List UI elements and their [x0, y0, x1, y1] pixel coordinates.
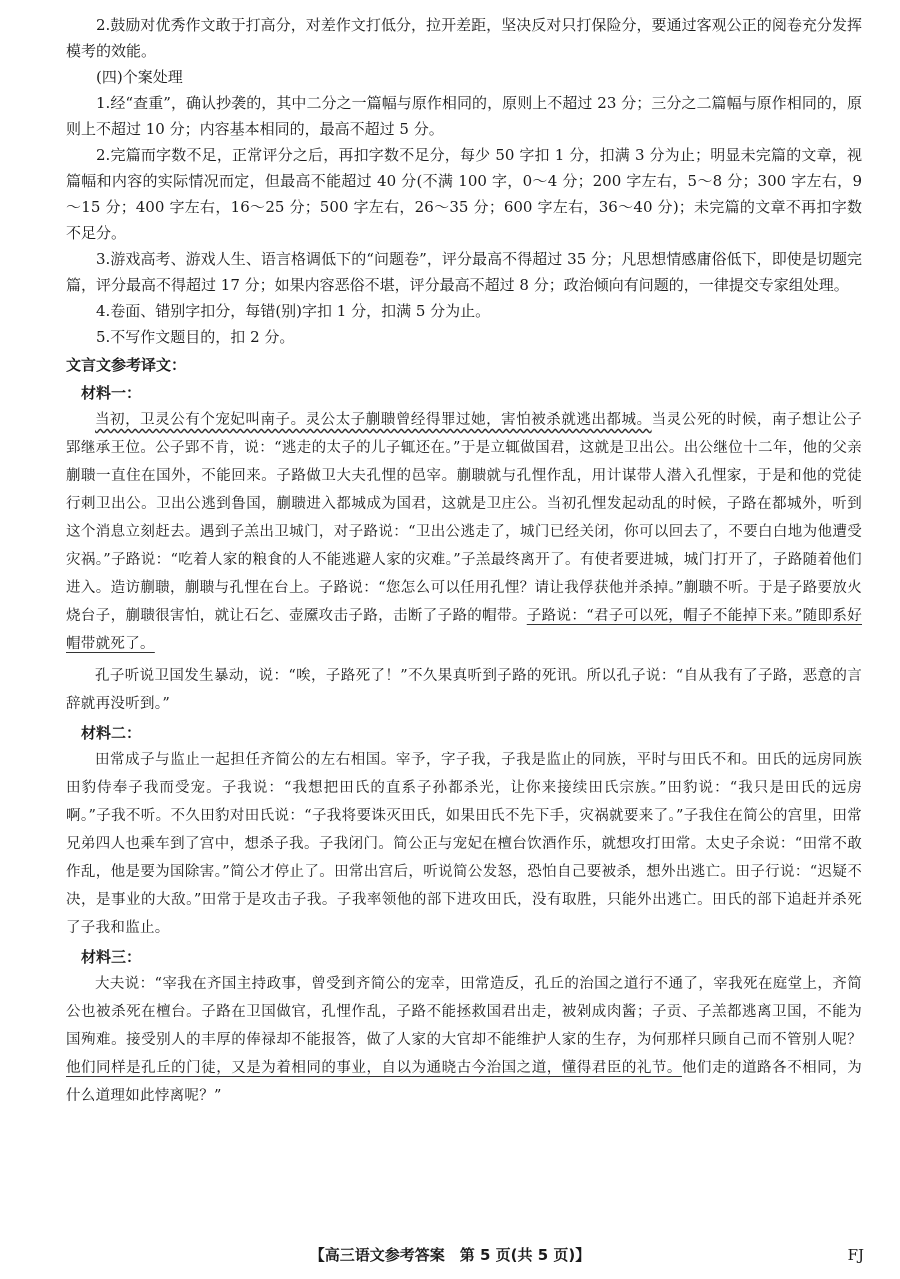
page-content: [66, 12, 862, 1110]
page-footer: [0, 1243, 900, 1267]
material-1-underlined: 子路说：“君子可以死，帽子不能掉下来。”随即系好帽带就死了。: [66, 608, 862, 652]
material-3-title: 材料三：: [81, 948, 142, 966]
material-1-body: 当灵公死的时候，南子想让公子郢继承王位。公子郢不肯，说：“逃走的太子的儿子辄还在。”于是立辄做国君，这就是卫出公。出公继位十二年，他的父亲蒯聩一直住在国外，不能回来。子路做卫大夫孔悝的邑宰。蒯聩就与孔悝作乱，用计谋带人潜入孔悝家，于是和他的党徒行刺卫出公。卫出公逃到鲁国，蒯聩进入都城成为国君，这就是卫庄公。当初孔悝发起动乱的时候，子路在都城外，听到这个消息立刻赶去。遇到子羔出卫城门，对子路说：“卫出公逃走了，城门已经关闭，你可以回去了，不要白白地为他遭受灾祸。”子路说：“吃着人家的粮食的人不能逃避人家的灾难。”子羔最终离开了。有使者要进城，城门打开了，子路随着他们进入。造访蒯聩，蒯聩与孔悝在台上。子路说：“您怎么可以任用孔悝？请让我俘获他并杀掉。”蒯聩不听。于是子路要放火烧台子，蒯聩很害怕，就让石乞、壶黡攻击子路，击断了子路的帽带。: [66, 412, 862, 624]
grading-item-2: 2.鼓励对优秀作文敢于打高分，对差作文打低分，拉开差距，坚决反对只打保险分，要通过客观公正的阅卷充分发挥模考的效能。: [66, 16, 862, 60]
material-1-wavy-underlined: 当初，卫灵公有个宠妃叫南子。灵公太子蒯聩曾经得罪过她，害怕被杀就逃出都城。: [95, 412, 652, 428]
material-2-title: 材料二：: [81, 724, 142, 742]
material-3-paragraph: [66, 970, 862, 1110]
footer-code: FJ: [847, 1246, 864, 1264]
case-item-4: 4.卷面、错别字扣分，每错(别)字扣 1 分，扣满 5 分为止。: [96, 302, 491, 320]
material-1-paragraph-2: 孔子听说卫国发生暴动，说：“唉，子路死了！”不久果真听到子路的死讯。所以孔子说：“自从我有了子路，恶意的言辞就再没听到。”: [66, 668, 862, 712]
material-3-body: 大夫说：“宰我在齐国主持政事，曾受到齐简公的宠幸，田常造反，孔丘的治国之道行不通了，宰我死在庭堂上，齐简公也被杀死在檀台。子路在卫国做官，孔悝作乱，子路不能拯救国君出走，被剁成肉酱；子贡、子羔都逃离卫国，不能为国殉难。接受别人的丰厚的俸禄却不能报答，做了人家的大官却不能维护人家的生存，为何那样只顾自己而不管别人呢？: [66, 976, 862, 1048]
material-3-end: 他们走的道路各不相同，为什么道理如此悖离呢？”: [66, 1060, 862, 1104]
case-item-3: 3.游戏高考、游戏人生、语言格调低下的“问题卷”，评分最高不得超过 35 分；凡思想情感庸俗低下，即使是切题完篇，评分最高不得超过 17 分；如果内容恶俗不堪，评分最高不超过 8 分；政治倾向有问题的，一律提交专家组处理。: [66, 250, 862, 294]
material-2-paragraph: 田常成子与监止一起担任齐简公的左右相国。宰予，字子我，子我是监止的同族，平时与田氏不和。田氏的远房同族田豹侍奉子我而受宠。子我说：“我想把田氏的直系子孙都杀光，让你来接续田氏宗族。”田豹说：“我只是田氏的远房啊。”子我不听。不久田豹对田氏说：“子我将要诛灭田氏，如果田氏不先下手，灾祸就要来了。”子我住在简公的宫里，田常兄弟四人也乘车到了宫中，想杀子我。子我闭门。简公正与宠妃在檀台饮酒作乐，就想攻打田常。太史子余说：“田常不敢作乱，他是要为国除害。”简公才停止了。田常出宫后，听说简公发怒，恐怕自己要被杀，想外出逃亡。田子行说：“迟疑不决，是事业的大敌。”田常于是攻击子我。子我率领他的部下进攻田氏，没有取胜，只能外出逃亡。田氏的部下追赶并杀死了子我和监止。: [66, 752, 862, 936]
case-item-2: 2.完篇而字数不足，正常评分之后，再扣字数不足分，每少 50 字扣 1 分，扣满 3 分为止；明显未完篇的文章，视篇幅和内容的实际情况而定，但最高不能超过 40 分(不满 100 字，0～4 分；200 字左右，5～8 分；300 字左右，9～15 分；400 字左右，16～25 分；500 字左右，26～35 分；600 字左右，36～40 分)；未完篇的文章不再扣字数不足分。: [66, 146, 862, 242]
material-1-paragraph: [66, 406, 862, 658]
case-item-5: 5.不写作文题目的，扣 2 分。: [96, 328, 295, 346]
translation-heading: 文言文参考译文：: [66, 356, 187, 374]
case-item-1: 1.经“查重”，确认抄袭的，其中二分之一篇幅与原作相同的，原则上不超过 23 分；三分之二篇幅与原作相同的，原则上不超过 10 分；内容基本相同的，最高不超过 5 分。: [66, 94, 862, 138]
footer-title: 【高三语文参考答案 第 5 页(共 5 页)】: [309, 1246, 591, 1264]
material-1-title: 材料一：: [81, 384, 142, 402]
section-4-title: (四)个案处理: [96, 68, 183, 86]
material-3-underlined: 他们同样是孔丘的门徒，又是为着相同的事业，自以为通晓古今治国之道，懂得君臣的礼节。: [66, 1060, 682, 1076]
